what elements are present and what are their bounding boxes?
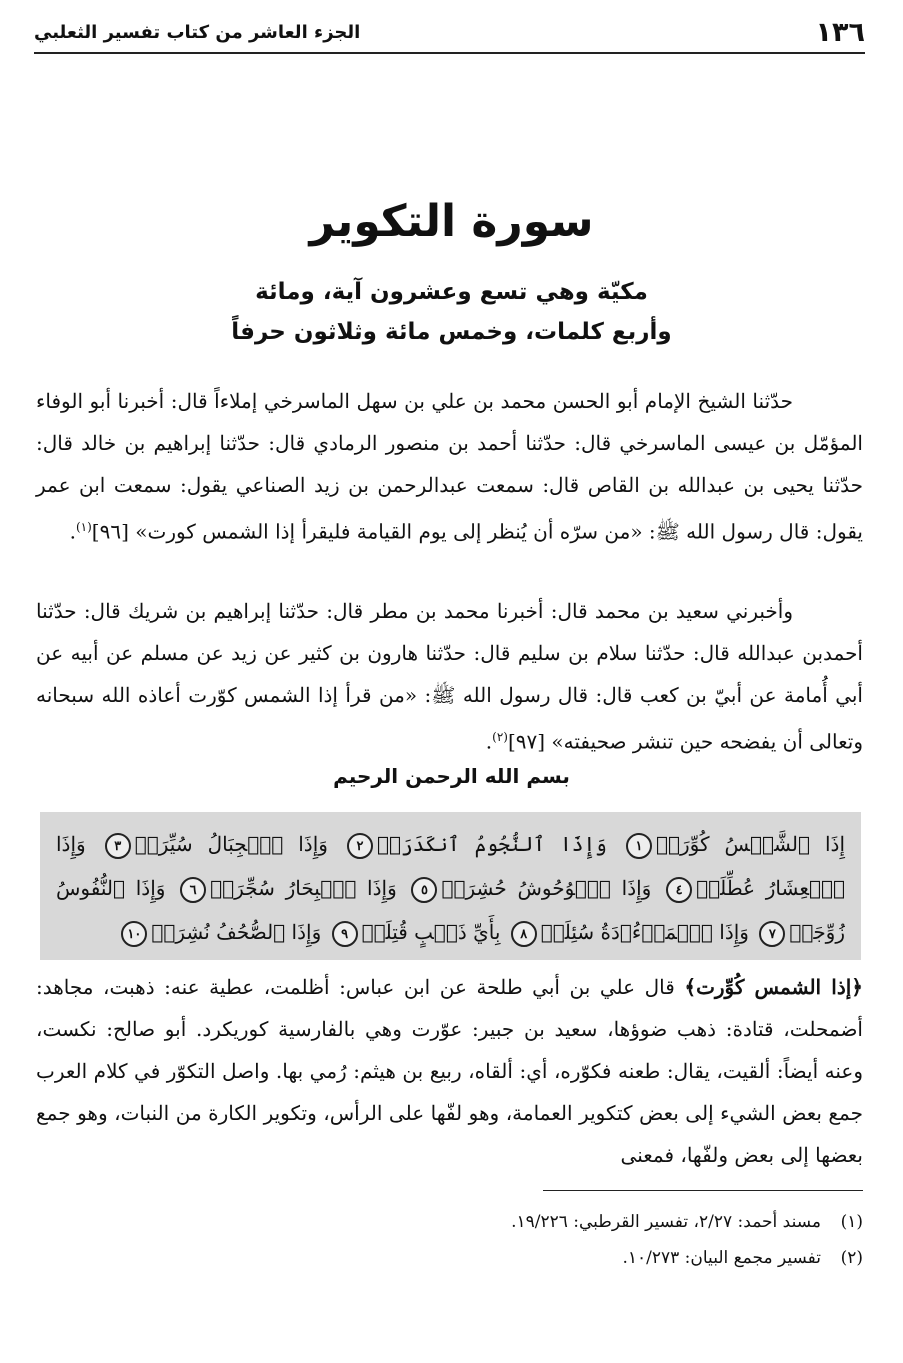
verse-number-marker: ١٠: [121, 921, 147, 947]
surah-title: سورة التكوير: [309, 196, 594, 247]
verse-number-marker: ٤: [666, 877, 692, 903]
verse-number-marker: ٧: [759, 921, 785, 947]
running-title: الجزء العاشر من كتاب تفسير الثعلبي: [34, 21, 361, 43]
surah-info-line-1: مكيّة وهي تسع وعشرون آية، ومائة: [255, 279, 648, 305]
page-header: [34, 12, 865, 54]
quoted-verse: ﴿إذا الشمس كُوِّرت﴾: [684, 975, 863, 999]
tafsir-text: قال علي بن أبي طلحة عن ابن عباس: أظلمت، عطية عنه: ذهبت، مجاهد: أضمحلت، قتادة: ذهب ضوؤها، سعيد بن جبير: عوّرت وهي بالفارسية كوريكرد. أبو صالح: نكست، وعنه أيضاً: ألقيت، يقال: طعنه فكوّره، أي: ألقاه، ربيع بن هيثم: رُمي بها. واصل التكوّر في كلام العرب جمع بعض الشيء إلى بعض كتكوير العمامة، وهو لفّها على الرأس، وتكوير الكارة من النبات، وهو جمع بعضها إلى بعض ولفّها، فمعنى: [36, 975, 863, 1167]
hadith-paragraph-1: حدّثنا الشيخ الإمام أبو الحسن محمد بن علي بن سهل الماسرخي إملاءاً قال: أخبرنا أبو الوفاء المؤمّل بن عيسى الماسرخي قال: حدّثنا أحمد بن منصور الرمادي قال: حدّثنا إبراهيم بن خالد قال: حدّثنا يحيى بن عبدالله بن القاص قال: سمعت عبدالرحمن بن زيد الصناعي يقول: سمعت ابن عمر يقول: قال رسول الله ﷺ: «من سرّه أن يُنظر إلى يوم القيامة فليقرأ إذا الشمس كورت» [٩٦]$^{(١)}$.: [36, 389, 863, 544]
footnote: [40, 1204, 863, 1240]
surah-info-line-2: وأربع كلمات، وخمس مائة وثلاثون حرفاً: [231, 319, 672, 345]
verse-number-marker: ٢: [347, 833, 373, 859]
verse: وَإِذَا ٱلۡمَوۡءُۥدَةُ سُئِلَتۡ: [540, 920, 749, 944]
footnote-divider: [543, 1190, 863, 1191]
quran-verses-box: [40, 812, 861, 960]
verse: وَإِذَا ٱلۡبِحَارُ سُجِّرَتۡ: [210, 876, 397, 900]
verse: وَإِذَا ٱلنُّجُومُ ٱنكَدَرَتۡ: [377, 832, 607, 856]
paragraph-2-text: وأخبرني سعيد بن محمد قال: أخبرنا محمد بن مطر قال: حدّثنا إبراهيم بن شريك قال: حدّثنا أحمدبن عبدالله قال: حدّثنا سلام بن سليم قال: حدّثنا هارون بن كثير عن زيد عن مسلم عن أبيه عن أبي أُمامة عن أبيّ بن كعب قال: قال رسول الله ﷺ: «من قرأ إذا الشمس كوّرت أعاذه الله سبحانه وتعالى أن يفضحه حين تنشر صحيفته» [٩٧]: [36, 599, 863, 754]
verse: بِأَيِّ ذَنۢبٍ قُتِلَتۡ: [361, 920, 501, 944]
verse-number-marker: ٨: [511, 921, 537, 947]
footnote-ref-2: (٢): [492, 730, 508, 744]
verse: إِذَا ٱلشَّمۡسُ كُوِّرَتۡ: [655, 832, 846, 856]
footnote-text: مسند أحمد: ٢/٢٧، تفسير القرطبي: ١٩/٢٢٦.: [511, 1212, 821, 1232]
page-number: ١٣٦: [815, 16, 865, 48]
footnote-ref-1: (١): [75, 520, 92, 534]
footnote-number: (٢): [840, 1248, 863, 1268]
verse: وَإِذَا ٱلصُّحُفُ نُشِرَتۡ: [151, 920, 322, 944]
verse-number-marker: ١: [626, 833, 652, 859]
verse-number-marker: ٥: [411, 877, 437, 903]
verse: وَإِذَا ٱلۡعِشَارُ عُطِّلَتۡ: [56, 832, 846, 900]
surah-info: [0, 272, 903, 352]
footnote: [40, 1240, 863, 1276]
verse-number-marker: ٦: [180, 877, 206, 903]
verse: وَإِذَا ٱلۡوُحُوشُ حُشِرَتۡ: [441, 876, 652, 900]
verse-number-marker: ٣: [105, 833, 131, 859]
verse: وَإِذَا ٱلۡجِبَالُ سُيِّرَتۡ: [134, 832, 328, 856]
paragraph-1-text: حدّثنا الشيخ الإمام أبو الحسن محمد بن علي بن سهل الماسرخي إملاءاً قال: أخبرنا أبو الوفاء المؤمّل بن عيسى الماسرخي قال: حدّثنا أحمد بن منصور الرمادي قال: حدّثنا إبراهيم بن خالد قال: حدّثنا يحيى بن عبدالله بن القاص قال: سمعت عبدالرحمن بن زيد الصناعي يقول: سمعت ابن عمر يقول: قال رسول الله ﷺ: «من سرّه أن يُنظر إلى يوم القيامة فليقرأ إذا الشمس كورت» [٩٦]: [36, 389, 863, 544]
footnote-number: (١): [840, 1212, 863, 1232]
verse: وَإِذَا ٱلنُّفُوسُ زُوِّجَتۡ: [56, 876, 845, 944]
tafsir-paragraph: [36, 966, 863, 1176]
footnote-text: تفسير مجمع البيان: ١٠/٢٧٣.: [622, 1248, 821, 1268]
footnotes: [40, 1204, 863, 1276]
hadith-paragraph-2: وأخبرني سعيد بن محمد قال: أخبرنا محمد بن مطر قال: حدّثنا إبراهيم بن شريك قال: حدّثنا أحمدبن عبدالله قال: حدّثنا سلام بن سليم قال: حدّثنا هارون بن كثير عن زيد عن مسلم عن أبيه عن أبي أُمامة عن أبيّ بن كعب قال: قال رسول الله ﷺ: «من قرأ إذا الشمس كوّرت أعاذه الله سبحانه وتعالى أن يفضحه حين تنشر صحيفته» [٩٧]$^{(٢)}$.: [36, 599, 863, 754]
basmala: بسم الله الرحمن الرحيم: [333, 764, 570, 788]
verse-number-marker: ٩: [332, 921, 358, 947]
